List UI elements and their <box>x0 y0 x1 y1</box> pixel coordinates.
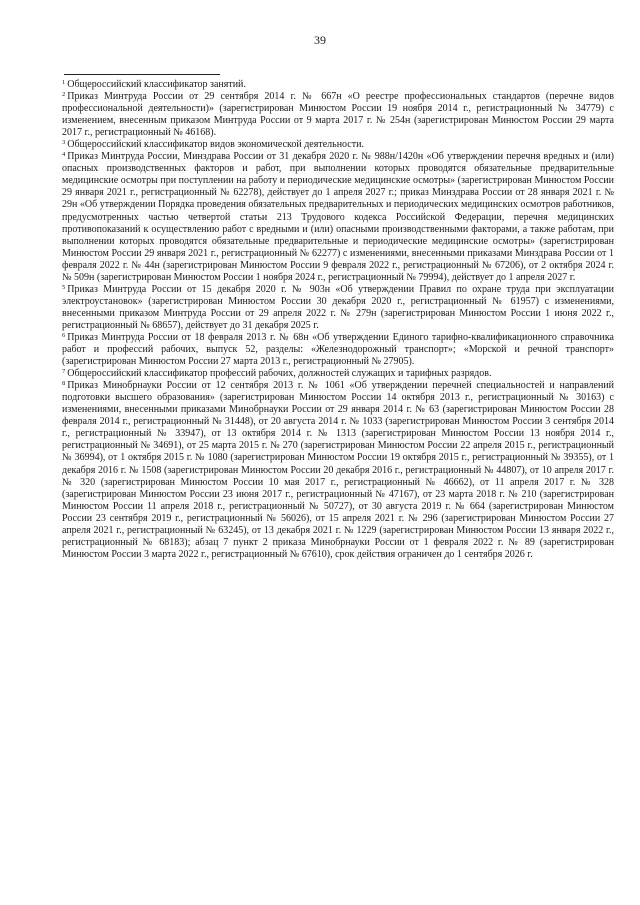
footnote-mark: 3 <box>62 139 66 147</box>
footnote-8 <box>62 380 614 561</box>
footnote-3 <box>62 139 614 151</box>
footnote-mark: 2 <box>62 91 66 99</box>
footnote-text: Приказ Минтруда России от 29 сентября 2014 г. № 667н «О реестре профессиональных стандартов (перечне видов профессиональной деятельности)» (зарегистрирован Минюстом России 19 ноября 2014 г., регистрационный № 34779) с изменением, внесенным приказом Минтруда России от 9 марта 2017 г. № 254н (зарегистрирован Минюстом России 29 марта 2017 г., регистрационный № 46168). <box>62 91 614 139</box>
footnote-mark: 1 <box>62 79 66 86</box>
footnote-text: Приказ Минобрнауки России от 12 сентября 2013 г. № 1061 «Об утверждении перечней специальностей и направлений подготовки высшего образования» (зарегистрирован Минюстом России 14 октября 2013 г., регистрационный № 30163) с изменениями, внесенными приказами Минобрнауки России от 29 января 2014 г. № 63 (зарегистрирован Минюстом России 28 февраля 2014 г., регистрационный № 31448), от 20 августа 2014 г. № 1033 (зарегистрирован Минюстом России 3 сентября 2014 г., регистрационный № 33947), от 13 октября 2014 г. № 1313 (зарегистрирован Минюстом России 13 ноября 2014 г., регистрационный № 34691), от 25 марта 2015 г. № 270 (зарегистрирован Минюстом России 22 апреля 2015 г., регистрационный № 36994), от 1 октября 2015 г. № 1080 (зарегистрирован Минюстом России 19 октября 2015 г., регистрационный № 39355), от 1 декабря 2016 г. № 1508 (зарегистрирован Минюстом России 20 декабря 2016 г., регистрационный № 44807), от 10 апреля 2017 г. № 320 (зарегистрирован Минюстом России 10 мая 2017 г., регистрационный № 46662), от 11 апреля 2017 г. № 328 (зарегистрирован Минюстом России 23 июня 2017 г., регистрационный № 47167), от 23 марта 2018 г. № 210 (зарегистрирован Минюстом России 11 апреля 2018 г., регистрационный № 50727), от 30 августа 2019 г. № 664 (зарегистрирован Минюстом России 23 сентября 2019 г., регистрационный № 56026), от 15 апреля 2021 г. № 296 (зарегистрирован Минюстом России 27 апреля 2021 г., регистрационный № 63245), от 13 декабря 2021 г. № 1229 (зарегистрирован Минюстом России 13 января 2022 г., регистрационный № 68183); абзац 7 пункт 2 приказа Минобрнауки России от 1 февраля 2022 г. № 89 (зарегистрирован Минюстом России 3 марта 2022 г., регистрационный № 67610), срок действия ограничен до 1 сентября 2026 г. <box>62 380 614 560</box>
footnote-text: Общероссийский классификатор видов экономической деятельности. <box>67 139 364 151</box>
footnotes-section <box>62 79 614 561</box>
footnote-1 <box>62 79 614 91</box>
footnote-6 <box>62 332 614 368</box>
footnote-4 <box>62 151 614 284</box>
footnote-2 <box>62 91 614 139</box>
page-number: 39 <box>314 33 326 47</box>
footnote-5 <box>62 284 614 332</box>
footnote-text: Приказ Минтруда России от 18 февраля 2013 г. № 68н «Об утверждении Единого тарифно-квалификационного справочника работ и профессий рабочих, выпуск 52, разделы: «Железнодорожный транспорт»; «Морской и речной транспорт» (зарегистрирован Минюстом России 27 марта 2013 г., регистрационный № 27905). <box>62 331 614 368</box>
footnote-mark: 7 <box>62 368 66 376</box>
footnote-mark: 4 <box>62 151 66 159</box>
footnote-text: Приказ Минтруда России от 15 декабря 2020 г. № 903н «Об утверждении Правил по охране труда при эксплуатации электроустановок» (зарегистрирован Минюстом России 30 декабря 2020 г., регистрационный № 61957) с изменениями, внесенными приказом Минтруда России от 29 апреля 2022 г. № 279н (зарегистрирован Минюстом России 1 июня 2022 г., регистрационный № 68657), действует до 31 декабря 2025 г. <box>62 283 614 331</box>
footnote-separator <box>64 74 220 75</box>
footnote-7 <box>62 368 614 380</box>
footnote-text: Общероссийский классификатор профессий рабочих, должностей служащих и тарифных разрядов. <box>67 368 492 380</box>
footnote-mark: 6 <box>62 331 66 339</box>
footnote-mark: 8 <box>62 380 66 388</box>
footnote-text: Общероссийский классификатор занятий. <box>67 79 246 90</box>
footnote-mark: 5 <box>62 283 66 291</box>
footnote-text: Приказ Минтруда России, Минздрава России от 31 декабря 2020 г. № 988н/1420н «Об утверждении перечня вредных и (или) опасных производственных факторов и работ, при выполнении которых проводятся обязательные предварительные медицинские осмотры при поступлении на работу и периодические медицинские осмотры» (зарегистрирован Минюстом России 29 января 2021 г., регистрационный № 62278), действует до 1 апреля 2027 г.; приказ Минздрава России от 28 января 2021 г. № 29н «Об утверждении Порядка проведения обязательных предварительных и периодических медицинских осмотров работников, предусмотренных частью четвертой статьи 213 Трудового кодекса Российской Федерации, перечня медицинских противопоказаний к осуществлению работ с вредными и (или) опасными производственными факторами, а также работам, при выполнении которых проводятся обязательные предварительные и периодические медицинские осмотры» (зарегистрирован Минюстом России 29 января 2021 г., регистрационный № 62277) с изменениями, внесенными приказами Минздрава России от 1 февраля 2022 г. № 44н (зарегистрирован Минюстом России 9 февраля 2022 г., регистрационный № 67206), от 2 октября 2024 г. № 509н (зарегистрирован Минюстом России 1 ноября 2024 г., регистрационный № 79994), действует до 1 апреля 2027 г. <box>62 151 614 283</box>
